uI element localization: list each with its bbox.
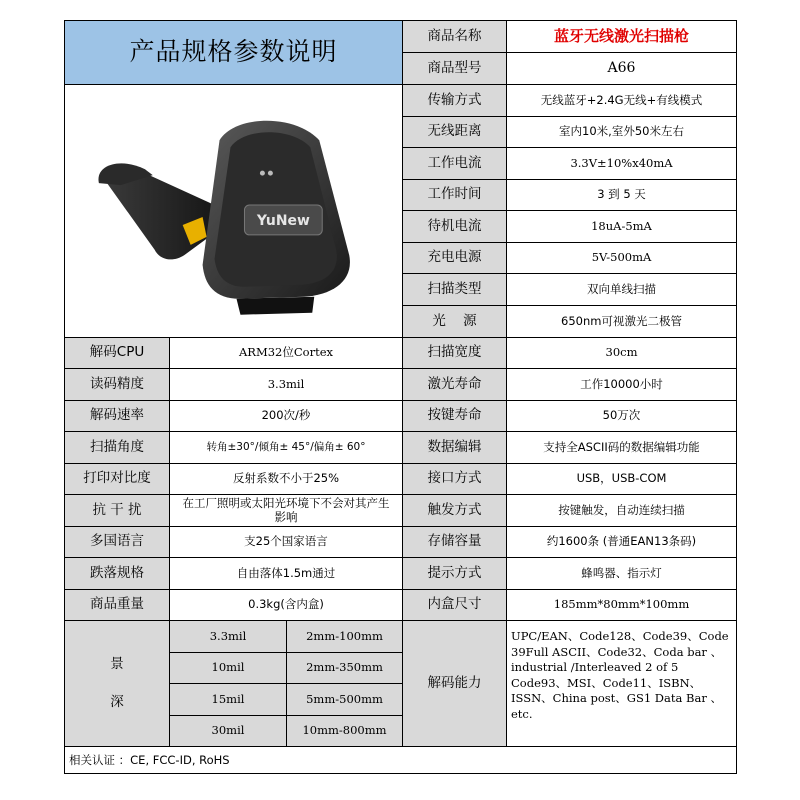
spec-value: 转角±30°/倾角± 45°/偏角± 60° bbox=[170, 432, 403, 464]
spec-value: 支持全ASCII码的数据编辑功能 bbox=[507, 432, 737, 464]
spec-value: 0.3kg(含内盒) bbox=[170, 590, 403, 621]
brand-text: YuNew bbox=[256, 212, 310, 229]
depth-of-field-label bbox=[65, 621, 170, 747]
spec-label: 多国语言 bbox=[65, 527, 170, 558]
spec-value: USB，USB-COM bbox=[507, 464, 737, 495]
certification: 相关认证 ：CE, FCC-ID, RoHS bbox=[69, 752, 230, 767]
spec-label: 扫描角度 bbox=[65, 432, 170, 464]
spec-value: 无线蓝牙+2.4G无线+有线模式 bbox=[507, 85, 737, 117]
spec-value: 185mm*80mm*100mm bbox=[507, 590, 737, 621]
spec-label: 数据编辑 bbox=[403, 432, 507, 464]
spec-value: 室内10米,室外50米左右 bbox=[507, 117, 737, 148]
product-name-value: 蓝牙无线激光扫描枪 bbox=[507, 21, 737, 53]
spec-label: 扫描宽度 bbox=[403, 338, 507, 369]
spec-label: 存储容量 bbox=[403, 527, 507, 558]
spec-label: 工作电流 bbox=[403, 148, 507, 180]
depth-label-bottom: 深 bbox=[110, 693, 124, 710]
spec-label: 解码速率 bbox=[65, 401, 170, 432]
spec-value: 650nm可视激光二极管 bbox=[507, 306, 737, 338]
spec-value: ARM32位Cortex bbox=[170, 338, 403, 369]
spec-label: 提示方式 bbox=[403, 558, 507, 590]
decode-capability-label: 解码能力 bbox=[403, 621, 507, 747]
depth-resolution: 10mil bbox=[170, 653, 287, 684]
spec-value: 30cm bbox=[507, 338, 737, 369]
depth-range: 2mm-100mm bbox=[287, 621, 403, 653]
spec-label: 扫描类型 bbox=[403, 274, 507, 306]
spec-label: 充电电源 bbox=[403, 243, 507, 274]
product-name-label: 商品名称 bbox=[403, 21, 507, 53]
product-model-label: 商品型号 bbox=[403, 53, 507, 85]
depth-range: 10mm-800mm bbox=[287, 716, 403, 747]
spec-value: 在工厂照明或太阳光环境下不会对其产生影响 bbox=[170, 495, 403, 527]
spec-label: 工作时间 bbox=[403, 180, 507, 211]
depth-range: 2mm-350mm bbox=[287, 653, 403, 684]
spec-label: 无线距离 bbox=[403, 117, 507, 148]
barcode-scanner-icon bbox=[65, 85, 402, 338]
product-image bbox=[65, 85, 403, 338]
spec-value: 双向单线扫描 bbox=[507, 274, 737, 306]
page-title: 产品规格参数说明 bbox=[65, 21, 403, 85]
spec-value: 蜂鸣器、指示灯 bbox=[507, 558, 737, 590]
spec-value: 反射系数不小于25% bbox=[170, 464, 403, 495]
depth-resolution: 3.3mil bbox=[170, 621, 287, 653]
spec-value: 支25个国家语言 bbox=[170, 527, 403, 558]
spec-label: 跌落规格 bbox=[65, 558, 170, 590]
spec-value: 3.3mil bbox=[170, 369, 403, 401]
spec-value: 按键触发，自动连续扫描 bbox=[507, 495, 737, 527]
spec-value: 50万次 bbox=[507, 401, 737, 432]
spec-value: 3.3V±10%x40mA bbox=[507, 148, 737, 180]
spec-sheet bbox=[64, 20, 737, 774]
spec-label: 内盒尺寸 bbox=[403, 590, 507, 621]
spec-value: 200次/秒 bbox=[170, 401, 403, 432]
spec-label: 读码精度 bbox=[65, 369, 170, 401]
spec-label: 光 源 bbox=[403, 306, 507, 338]
depth-label-top: 景 bbox=[110, 655, 124, 672]
spec-label: 传输方式 bbox=[403, 85, 507, 117]
spec-label: 打印对比度 bbox=[65, 464, 170, 495]
decode-capability-value: UPC/EAN、Code128、Code39、Code 39Full ASCII、Code32、Coda bar 、industrial /Interleaved 2 of 5 Code93、MSI、Code11、ISBN、ISSN、China post、GS1 Data Bar 、etc. bbox=[507, 621, 737, 747]
spec-label: 激光寿命 bbox=[403, 369, 507, 401]
spec-label: 按键寿命 bbox=[403, 401, 507, 432]
spec-value: 约1600条 (普通EAN13条码) bbox=[507, 527, 737, 558]
spec-label: 商品重量 bbox=[65, 590, 170, 621]
spec-label: 抗 干 扰 bbox=[65, 495, 170, 527]
spec-value: 18uA-5mA bbox=[507, 211, 737, 243]
product-model-value: A66 bbox=[507, 53, 737, 85]
spec-label: 待机电流 bbox=[403, 211, 507, 243]
spec-value: 5V-500mA bbox=[507, 243, 737, 274]
depth-resolution: 15mil bbox=[170, 684, 287, 716]
spec-value: 工作10000小时 bbox=[507, 369, 737, 401]
spec-label: 解码CPU bbox=[65, 338, 170, 369]
spec-value: 3 到 5 天 bbox=[507, 180, 737, 211]
depth-range: 5mm-500mm bbox=[287, 684, 403, 716]
spec-label: 接口方式 bbox=[403, 464, 507, 495]
spec-label: 触发方式 bbox=[403, 495, 507, 527]
depth-resolution: 30mil bbox=[170, 716, 287, 747]
spec-value: 自由落体1.5m通过 bbox=[170, 558, 403, 590]
